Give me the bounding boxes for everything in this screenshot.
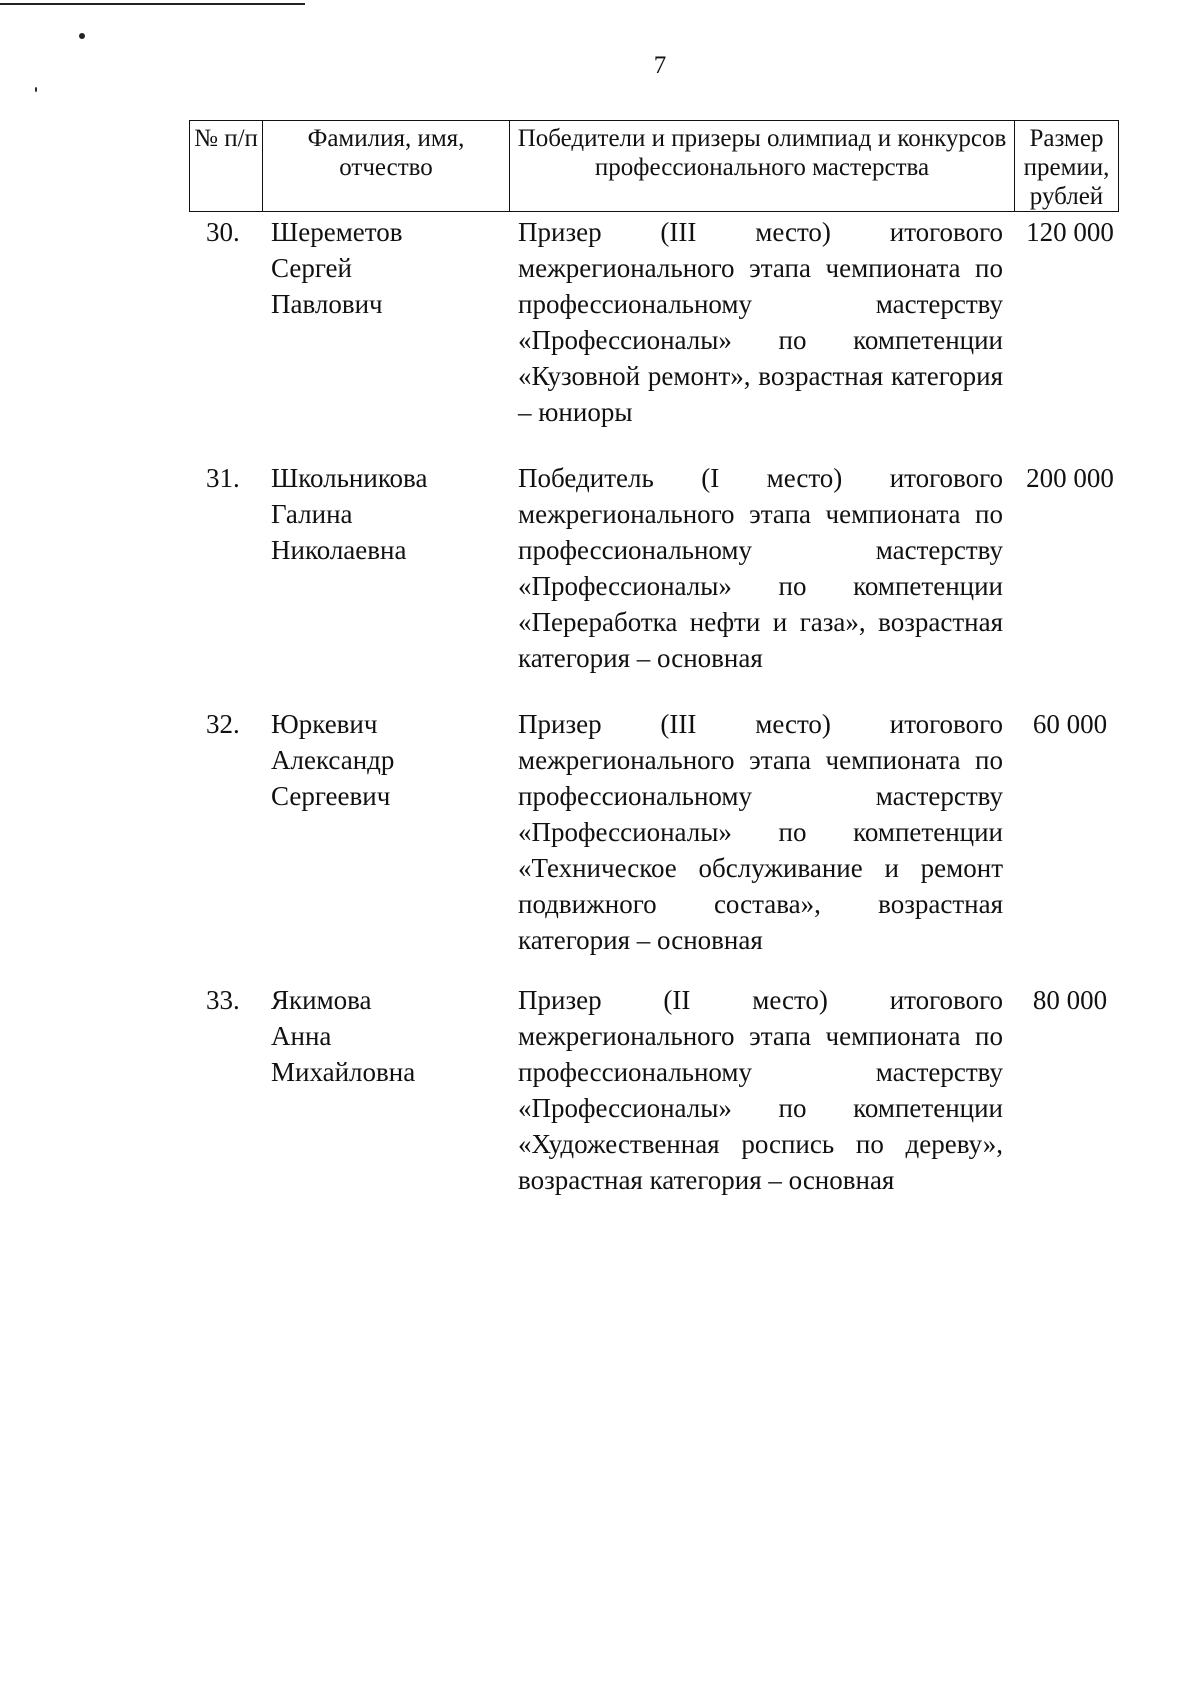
prize-amount: 80 000 (1032, 985, 1108, 1015)
scan-speck (35, 87, 37, 92)
row-number: 30. (206, 217, 240, 247)
first-name: Сергей (271, 253, 352, 283)
column-header-achievement: Победители и призеры олимпиад и конкурсов профессионального мастерства (510, 121, 1015, 212)
patronymic: Сергеевич (271, 781, 391, 811)
recipient-name (271, 214, 501, 322)
table-header (189, 120, 1119, 212)
row-number: 33. (206, 985, 240, 1015)
recipient-name (271, 706, 501, 814)
patronymic: Павлович (271, 289, 383, 319)
achievement-description: Призер (III место) итогового межрегионального этапа чемпионата по профессиональному мастерству «Профессионалы» по компетенции «Техническое обслуживание и ремонт подвижного состава», возрастная категория – основная (518, 709, 1003, 955)
patronymic: Михайловна (271, 1057, 416, 1087)
surname: Школьникова (271, 463, 428, 493)
recipient-name (271, 982, 501, 1090)
surname: Шереметов (271, 217, 403, 247)
prize-amount: 60 000 (1032, 709, 1108, 739)
achievement-description: Призер (III место) итогового межрегионального этапа чемпионата по профессиональному мастерству «Профессионалы» по компетенции «Кузовной ремонт», возрастная категория – юниоры (518, 217, 1003, 427)
row-number: 31. (206, 463, 240, 493)
row-number: 32. (206, 709, 240, 739)
achievement-description: Победитель (I место) итогового межрегионального этапа чемпионата по профессиональному мастерству «Профессионалы» по компетенции «Переработка нефти и газа», возрастная категория – основная (518, 463, 1003, 673)
scan-edge-line (0, 3, 305, 5)
scan-speck (79, 33, 85, 39)
prize-amount: 120 000 (1026, 217, 1114, 247)
first-name: Анна (271, 1021, 332, 1051)
first-name: Галина (271, 499, 353, 529)
surname: Юркевич (271, 709, 378, 739)
first-name: Александр (271, 745, 395, 775)
page-number: 7 (653, 52, 667, 79)
patronymic: Николаевна (271, 535, 407, 565)
column-header-number: № п/п (190, 121, 263, 212)
column-header-name: Фамилия, имя, отчество (263, 121, 510, 212)
prize-amount: 200 000 (1026, 463, 1114, 493)
column-header-amount: Размер премии, рублей (1015, 121, 1119, 212)
achievement-description: Призер (II место) итогового межрегионального этапа чемпионата по профессиональному мастерству «Профессионалы» по компетенции «Художественная роспись по дереву», возрастная категория – основная (518, 985, 1003, 1195)
recipient-name (271, 460, 501, 568)
surname: Якимова (271, 985, 372, 1015)
